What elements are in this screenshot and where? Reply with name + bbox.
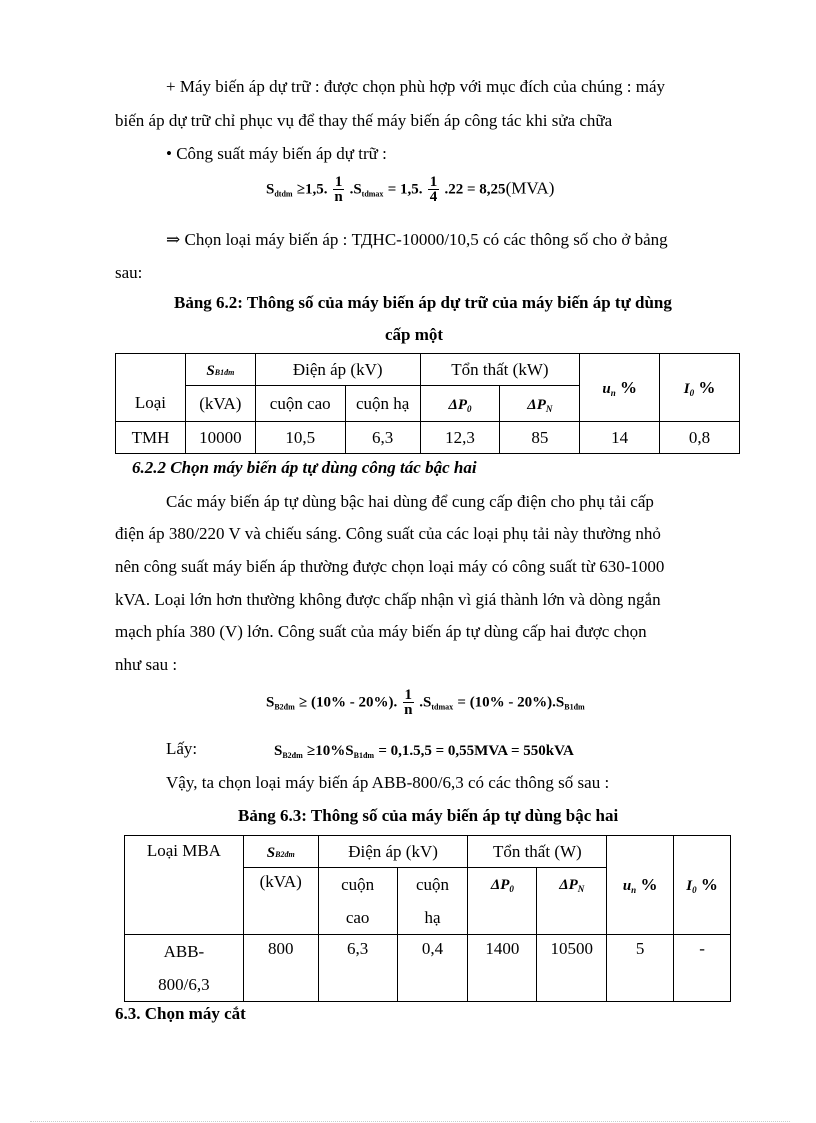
t1-i0-pct: %: [698, 377, 716, 397]
t1-header-p0: [420, 386, 500, 422]
t1-header-s: [185, 354, 255, 386]
f2-lhs: S: [266, 694, 275, 711]
t2-cell: 800: [243, 935, 318, 1002]
t1-cell: 10,5: [255, 422, 345, 454]
table-2: [124, 835, 731, 1002]
f1-rest: .22 = 8,25: [444, 181, 506, 198]
formula-second-level-power: [266, 688, 585, 717]
table-row: [125, 935, 731, 1002]
f1-rel: ≥1,5.: [296, 181, 328, 198]
t2-header-s-unit: (kVA): [243, 868, 318, 935]
f2-lhs-sub: B2đm: [274, 702, 295, 712]
t1-i0-letter: I: [683, 380, 690, 397]
f3-lhs-sub: B2đm: [282, 751, 303, 760]
f1-unit: (MVA): [505, 178, 555, 198]
t1-cell: 0,8: [660, 422, 740, 454]
t2-header-type: Loại MBA: [125, 836, 244, 935]
f1-frac-den: n: [334, 189, 343, 205]
para-3-line-1: ⇒ Chọn loại máy biến áp : ТДНС-10000/10,5 có các thông số cho ở bảng: [166, 230, 668, 249]
t2-type-1: ABB-: [163, 942, 205, 961]
f2-frac-den: n: [404, 702, 413, 718]
t2-i0-sub: 0: [692, 885, 697, 895]
t1-cell: 12,3: [420, 422, 500, 454]
t2-cell-type: [125, 935, 244, 1002]
t2-header-low-2: hạ: [424, 908, 441, 927]
t1-header-s-letter: S: [206, 362, 215, 379]
t1-header-low: cuộn hạ: [345, 386, 420, 422]
formula-reserve-power: [266, 175, 554, 204]
t1-cell: 85: [500, 422, 580, 454]
table-row: [116, 422, 740, 454]
t2-header-s-sub: B2đm: [275, 849, 295, 859]
f2-b: .S: [419, 694, 432, 711]
t2-cell: 6,3: [318, 935, 397, 1002]
s622-line-6: như sau :: [115, 655, 178, 674]
f1-frac-num: 1: [334, 174, 343, 190]
t2-header-loss: Tổn thất (W): [468, 836, 607, 868]
f2-c: = (10% - 20%).S: [457, 694, 565, 711]
t2-cell: 1400: [468, 935, 537, 1002]
f3-a-sub: B1đm: [353, 751, 375, 760]
t2-header-low-1: cuộn: [415, 875, 449, 894]
t1-un-letter: u: [602, 380, 611, 397]
table-1-title-line-2: cấp một: [385, 325, 444, 344]
t2-un-pct: %: [640, 875, 658, 894]
t1-header-high: cuộn cao: [255, 386, 345, 422]
t2-type-2: 800/6,3: [158, 975, 210, 994]
f3-a: ≥10%S: [307, 743, 354, 759]
f2-a: ≥ (10% - 20%).: [299, 694, 398, 711]
para-choose: Vậy, ta chọn loại máy biến áp ABB-800/6,3 có các thông số sau :: [166, 773, 610, 792]
t1-header-un: [580, 354, 660, 422]
t1-header-loss: Tổn thất (kW): [420, 354, 580, 386]
s622-line-1: Các máy biến áp tự dùng bậc hai dùng để cung cấp điện cho phụ tải cấp: [166, 492, 654, 511]
t1-header-s-sub: B1đm: [214, 367, 235, 377]
t2-header-high-2: cao: [345, 908, 370, 927]
f1-frac2-num: 1: [429, 174, 438, 190]
t2-un-sub: n: [631, 885, 637, 895]
f2-frac-num: 1: [404, 687, 413, 703]
t2-cell: 10500: [537, 935, 607, 1002]
s622-line-5: mạch phía 380 (V) lớn. Công suất của máy biến áp tự dùng cấp hai được chọn: [115, 622, 647, 641]
t1-un-sub: n: [610, 387, 616, 398]
f1-eq: = 1,5.: [387, 181, 423, 198]
f3-lhs: S: [274, 743, 283, 759]
f1-mid-sub: tdmax: [361, 189, 384, 199]
t2-header-un: [607, 836, 674, 935]
t2-header-low: [397, 868, 468, 935]
t1-pn-sub: N: [545, 403, 553, 414]
f2-c-sub: B1đm: [564, 702, 585, 712]
t2-header-high: [318, 868, 397, 935]
t1-header-i0: [660, 354, 740, 422]
f1-frac: [333, 175, 345, 204]
t2-header-i0: [674, 836, 731, 935]
f1-lhs-sub: dtdm: [274, 189, 293, 199]
t2-p0-sub: 0: [509, 884, 514, 894]
t1-header-pn: [500, 386, 580, 422]
t1-i0-sub: 0: [689, 387, 695, 398]
t2-header-s: [243, 836, 318, 868]
t1-cell: TMH: [116, 422, 186, 454]
t2-pn-sub: N: [577, 884, 585, 894]
s622-line-2: điện áp 380/220 V và chiếu sáng. Công suất của các loại phụ tải này thường nhỏ: [115, 524, 661, 543]
f1-lhs: S: [266, 181, 275, 198]
para-1-line-1: + Máy biến áp dự trữ : được chọn phù hợp với mục đích của chúng : máy: [166, 77, 666, 96]
table-1: [115, 353, 740, 454]
t1-header-voltage: Điện áp (kV): [255, 354, 420, 386]
t2-cell: -: [674, 935, 731, 1002]
t2-i0-letter: I: [686, 878, 693, 894]
t2-un-letter: u: [622, 878, 632, 894]
t1-p0-letter: ΔP: [448, 396, 468, 413]
f1-mid: .S: [349, 181, 362, 198]
t2-p0-letter: ΔP: [490, 877, 510, 893]
para-1-line-2: biến áp dự trữ chỉ phục vụ để thay thế máy biến áp công tác khi sửa chữa: [115, 111, 613, 130]
t1-cell: 6,3: [345, 422, 420, 454]
table-1-title-line-1: Bảng 6.2: Thông số của máy biến áp dự trữ của máy biến áp tự dùng: [174, 293, 672, 312]
t1-pn-letter: ΔP: [527, 396, 546, 413]
t1-un-pct: %: [619, 377, 637, 397]
f3-b: = 0,1.5,5 = 0,55MVA = 550kVA: [378, 743, 574, 759]
t2-header-high-1: cuộn: [341, 875, 375, 894]
t2-pn-letter: ΔP: [559, 877, 578, 893]
s622-line-4: kVA. Loại lớn hơn thường không được chấp nhận vì giá thành lớn và dòng ngắn: [115, 590, 661, 609]
s622-line-3: nên công suất máy biến áp thường được chọn loại máy có công suất từ 630-1000: [115, 557, 665, 576]
t2-header-s-letter: S: [266, 844, 276, 861]
t2-header-pn: [537, 868, 607, 935]
f2-frac: [403, 688, 415, 717]
table-2-title: Bảng 6.3: Thông số của máy biến áp tự dùng bậc hai: [238, 806, 619, 825]
f1-frac2-den: 4: [429, 189, 438, 205]
f2-b-sub: tdmax: [431, 702, 454, 712]
t1-header-type: Loại: [116, 354, 186, 422]
page-bottom-rule: [30, 1121, 790, 1122]
t2-header-voltage: Điện áp (kV): [318, 836, 468, 868]
para-2: • Công suất máy biến áp dự trữ :: [166, 144, 387, 163]
t1-p0-sub: 0: [467, 403, 472, 414]
t2-header-p0: [468, 868, 537, 935]
section-heading-622: 6.2.2 Chọn máy biến áp tự dùng công tác bậc hai: [132, 458, 477, 477]
t1-cell: 10000: [185, 422, 255, 454]
formula-take: [274, 740, 574, 760]
t2-i0-pct: %: [700, 875, 718, 894]
t1-cell: 14: [580, 422, 660, 454]
t2-cell: 0,4: [397, 935, 468, 1002]
t2-cell: 5: [607, 935, 674, 1002]
f1-frac2: [428, 175, 440, 204]
t1-header-s-unit: (kVA): [185, 386, 255, 422]
formula-take-label: Lấy:: [166, 739, 198, 758]
section-heading-63: 6.3. Chọn máy cắt: [115, 1004, 246, 1023]
para-3-line-2: sau:: [115, 263, 143, 282]
